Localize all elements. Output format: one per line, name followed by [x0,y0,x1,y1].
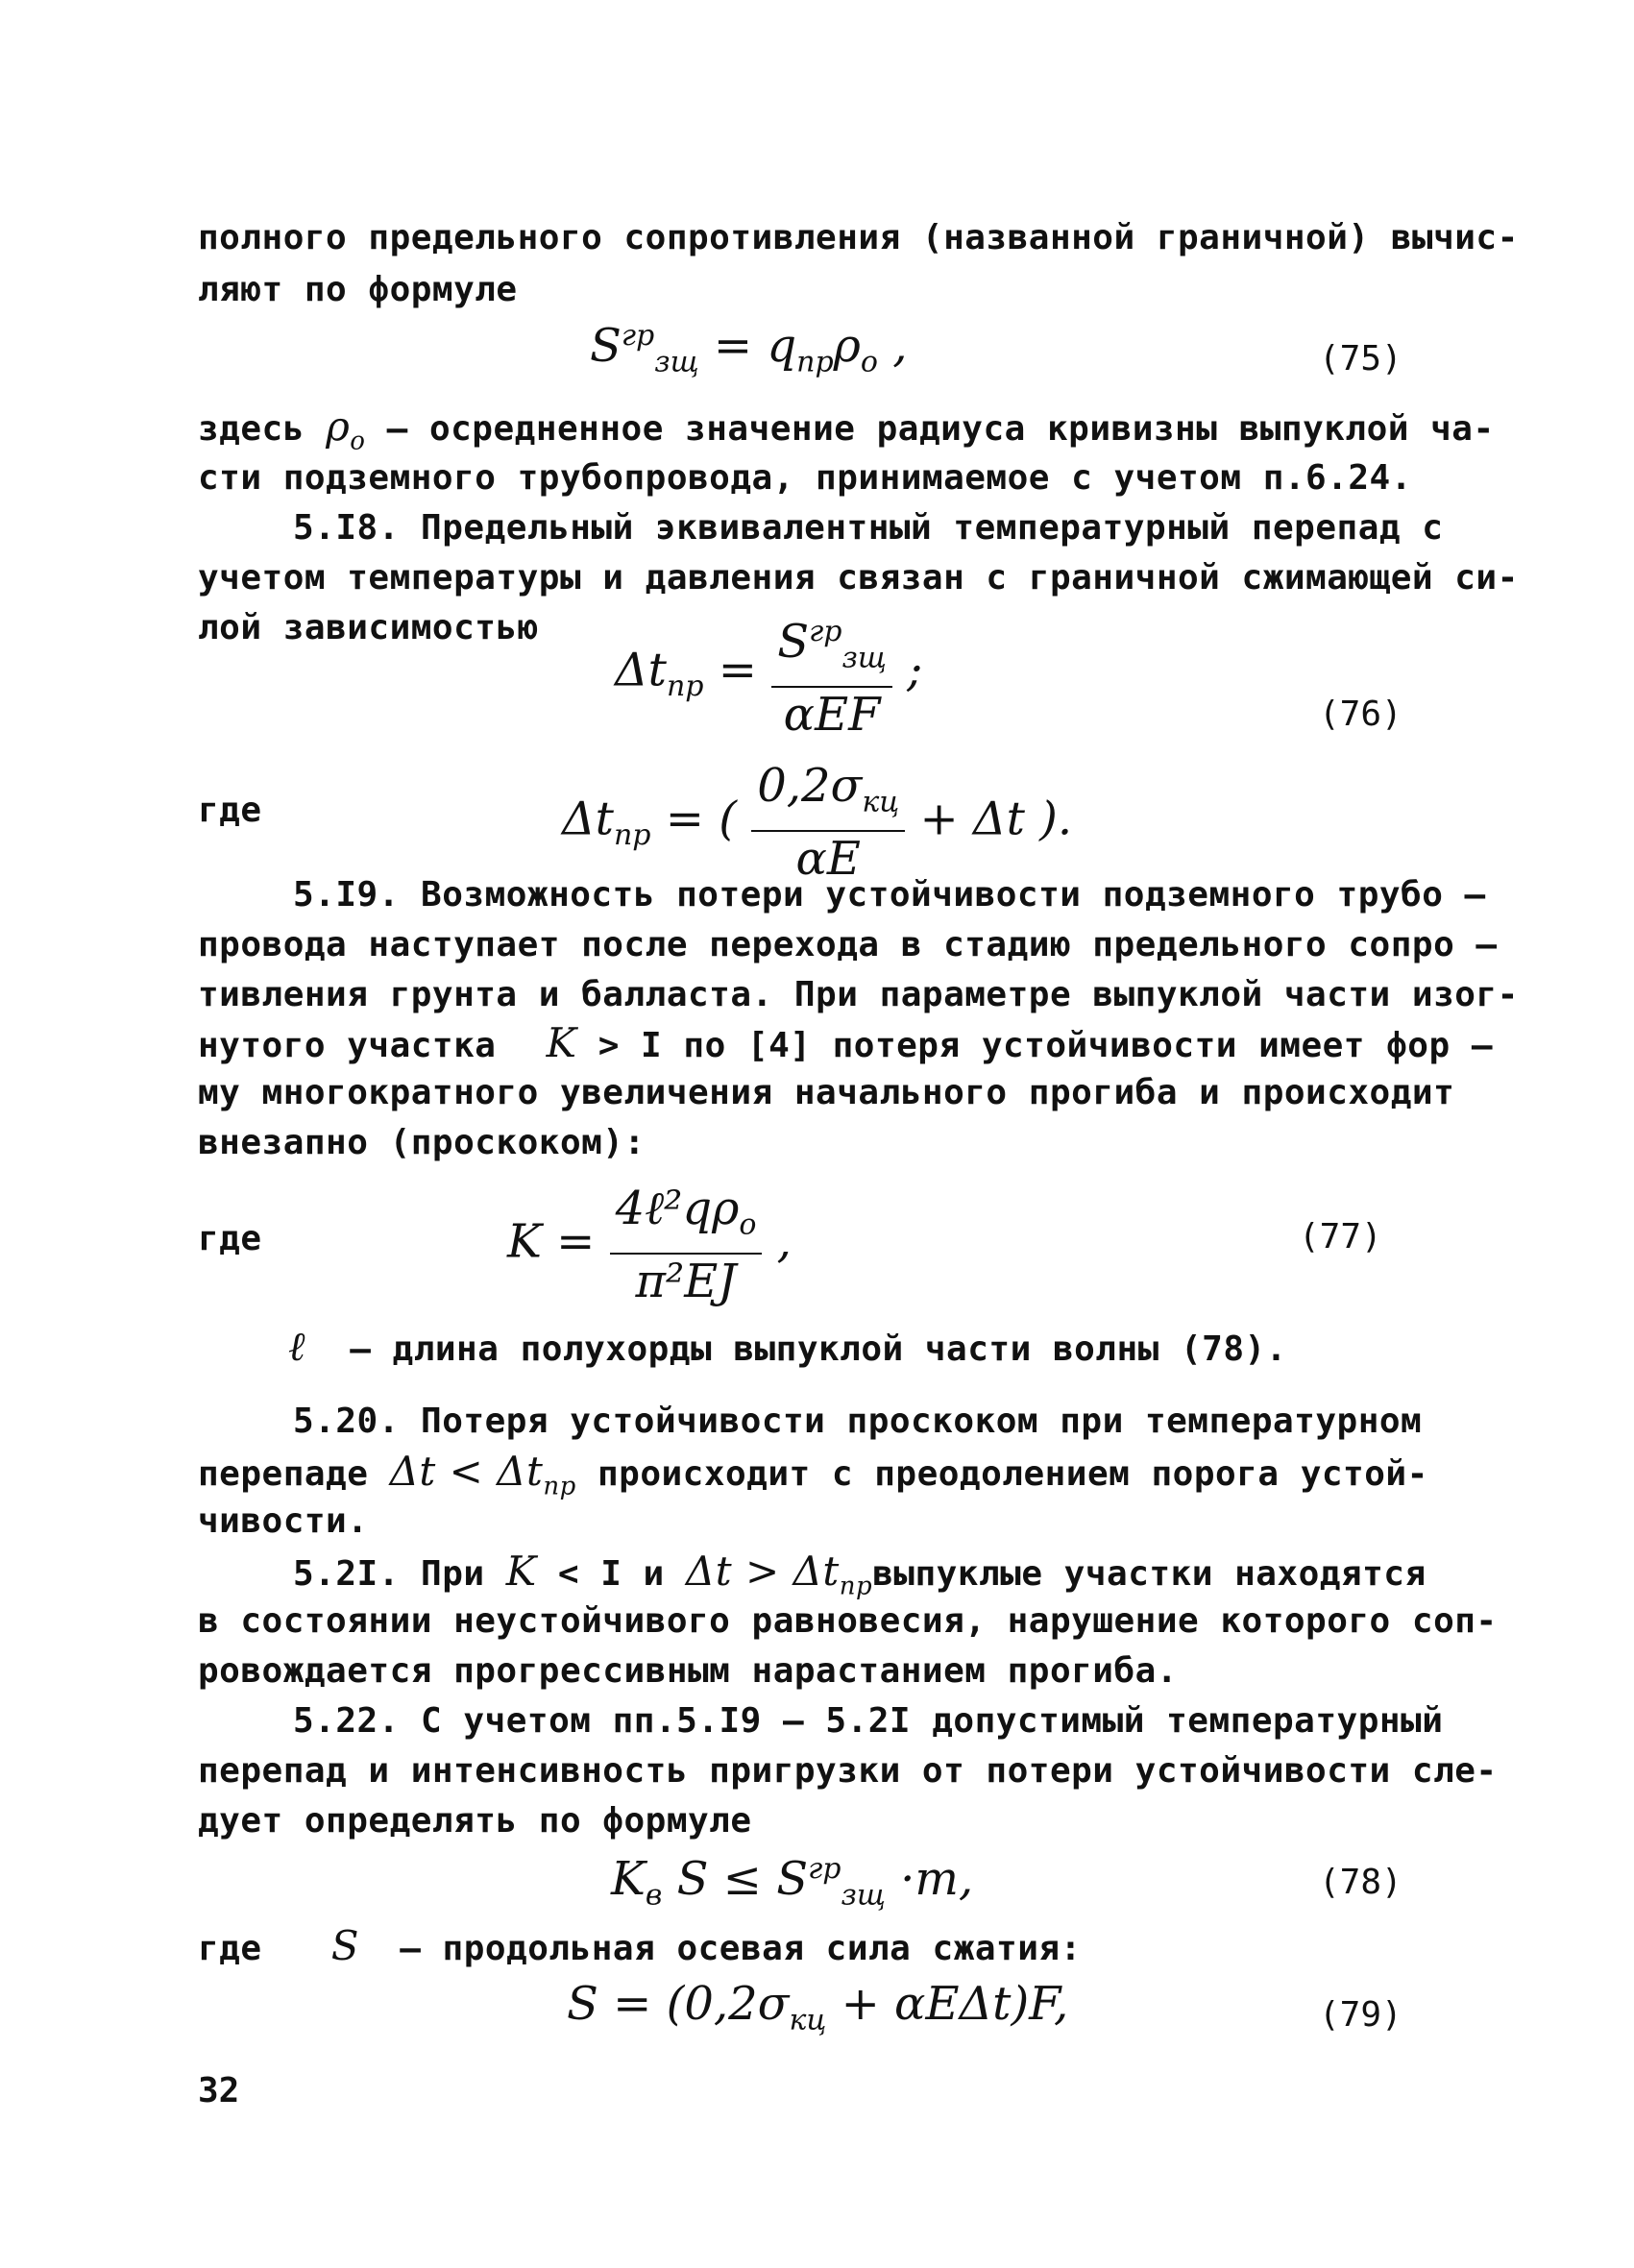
text-line: перепаде $\Delta t < \Delta t_{пр}$ происходит с преодолением порога устой- [198,1448,1428,1501]
formula-76: $\Delta t_{пр}$ = $\frac{S^{гр}_{зщ}}{\text{αEF}}$ ; [615,605,922,742]
text-line: здесь $\rho_о$ – осредненное значение радиуса кривизны выпуклой ча- [198,402,1495,456]
s-symbol: S [330,1922,359,1969]
text-line: ляют по формуле [198,270,518,309]
text-line: полного предельного сопротивления (названной граничной) вычис- [198,218,1519,257]
text-line: лой зависимостью [198,608,539,647]
equation-number: (75) [1319,339,1402,378]
text-line: ровождается прогрессивным нарастанием прогиба. [198,1651,1178,1691]
text-line: 5.2I. При K < I и $\Delta t > \Delta t_{пр}выпуклые$ участки находятся [293,1548,1427,1601]
formula-79: $S = (0,2\sigma_{кц} + \alpha E\Delta t)F$, [567,1977,1069,2037]
text-line: му многократного увеличения начального прогиба и происходит [198,1073,1455,1112]
text-line: 5.I8. Предельный эквивалентный температурный перепад с [293,508,1444,548]
text-line: 5.20. Потеря устойчивости проскоком при температурном [293,1402,1423,1441]
text-line: где S – продольная осевая сила сжатия: [198,1922,1082,1969]
delta-t-inequality: $\Delta t < \Delta t_{пр}$ [389,1448,576,1501]
formula-75: $S^{гр}_{зщ} = q_{пр}\rho_о$ , [590,319,908,379]
text-line: где [198,791,262,830]
equation-number: (76) [1319,695,1402,734]
text-line: чивости. [198,1501,369,1541]
page-number: 32 [198,2071,240,2110]
text-line: 5.I9. Возможность потери устойчивости подземного трубо – [293,875,1486,915]
text-line: нутого участка K > I по [4] потеря устойчивости имеет фор – [198,1019,1494,1066]
text-line: 5.22. С учетом пп.5.I9 – 5.2I допустимый температурный [293,1701,1444,1741]
rho-symbol: $\rho_о$ [326,402,366,456]
text-line: в состоянии неустойчивого равновесия, нарушение которого соп- [198,1601,1498,1641]
equation-number: (77) [1299,1217,1382,1256]
text-line: учетом температуры и давления связан с граничной сжимающей си- [198,558,1519,597]
k-symbol: K [546,1019,577,1066]
formula-77: K = $\frac{4\ell^2q\rho_о}{\text{π²EJ}}$ , [507,1182,792,1308]
text-line: провода наступает после перехода в стадию предельного сопро – [198,925,1498,964]
equation-number: (79) [1319,1995,1402,2035]
text-line: сти подземного трубопровода, принимаемое с учетом п.6.24. [198,458,1412,498]
text-line: внезапно (проскоком): [198,1123,646,1162]
delta-t-inequality: $\Delta t > \Delta t_{пр}$ [685,1548,873,1601]
formula-76b: $\Delta t_{пр}$ = ( $\frac{0,2\sigma_{кц}}{\alpha E}$ + Δt ). [562,759,1073,886]
formula-78: $K_в$ $S \le S^{гр}_{зщ} \cdot m$, [611,1852,974,1913]
equation-number: (78) [1319,1863,1402,1902]
text-line: ℓ – длина полухорды выпуклой части волны (78). [288,1323,1287,1370]
ell-symbol: ℓ [288,1323,305,1370]
text-line: где [198,1219,262,1258]
text-line: тивления грунта и балласта. При параметре выпуклой части изог- [198,975,1519,1014]
text-line: дует определять по формуле [198,1801,752,1841]
k-symbol: K [505,1548,537,1595]
text-line: перепад и интенсивность пригрузки от потери устойчивости сле- [198,1751,1498,1791]
